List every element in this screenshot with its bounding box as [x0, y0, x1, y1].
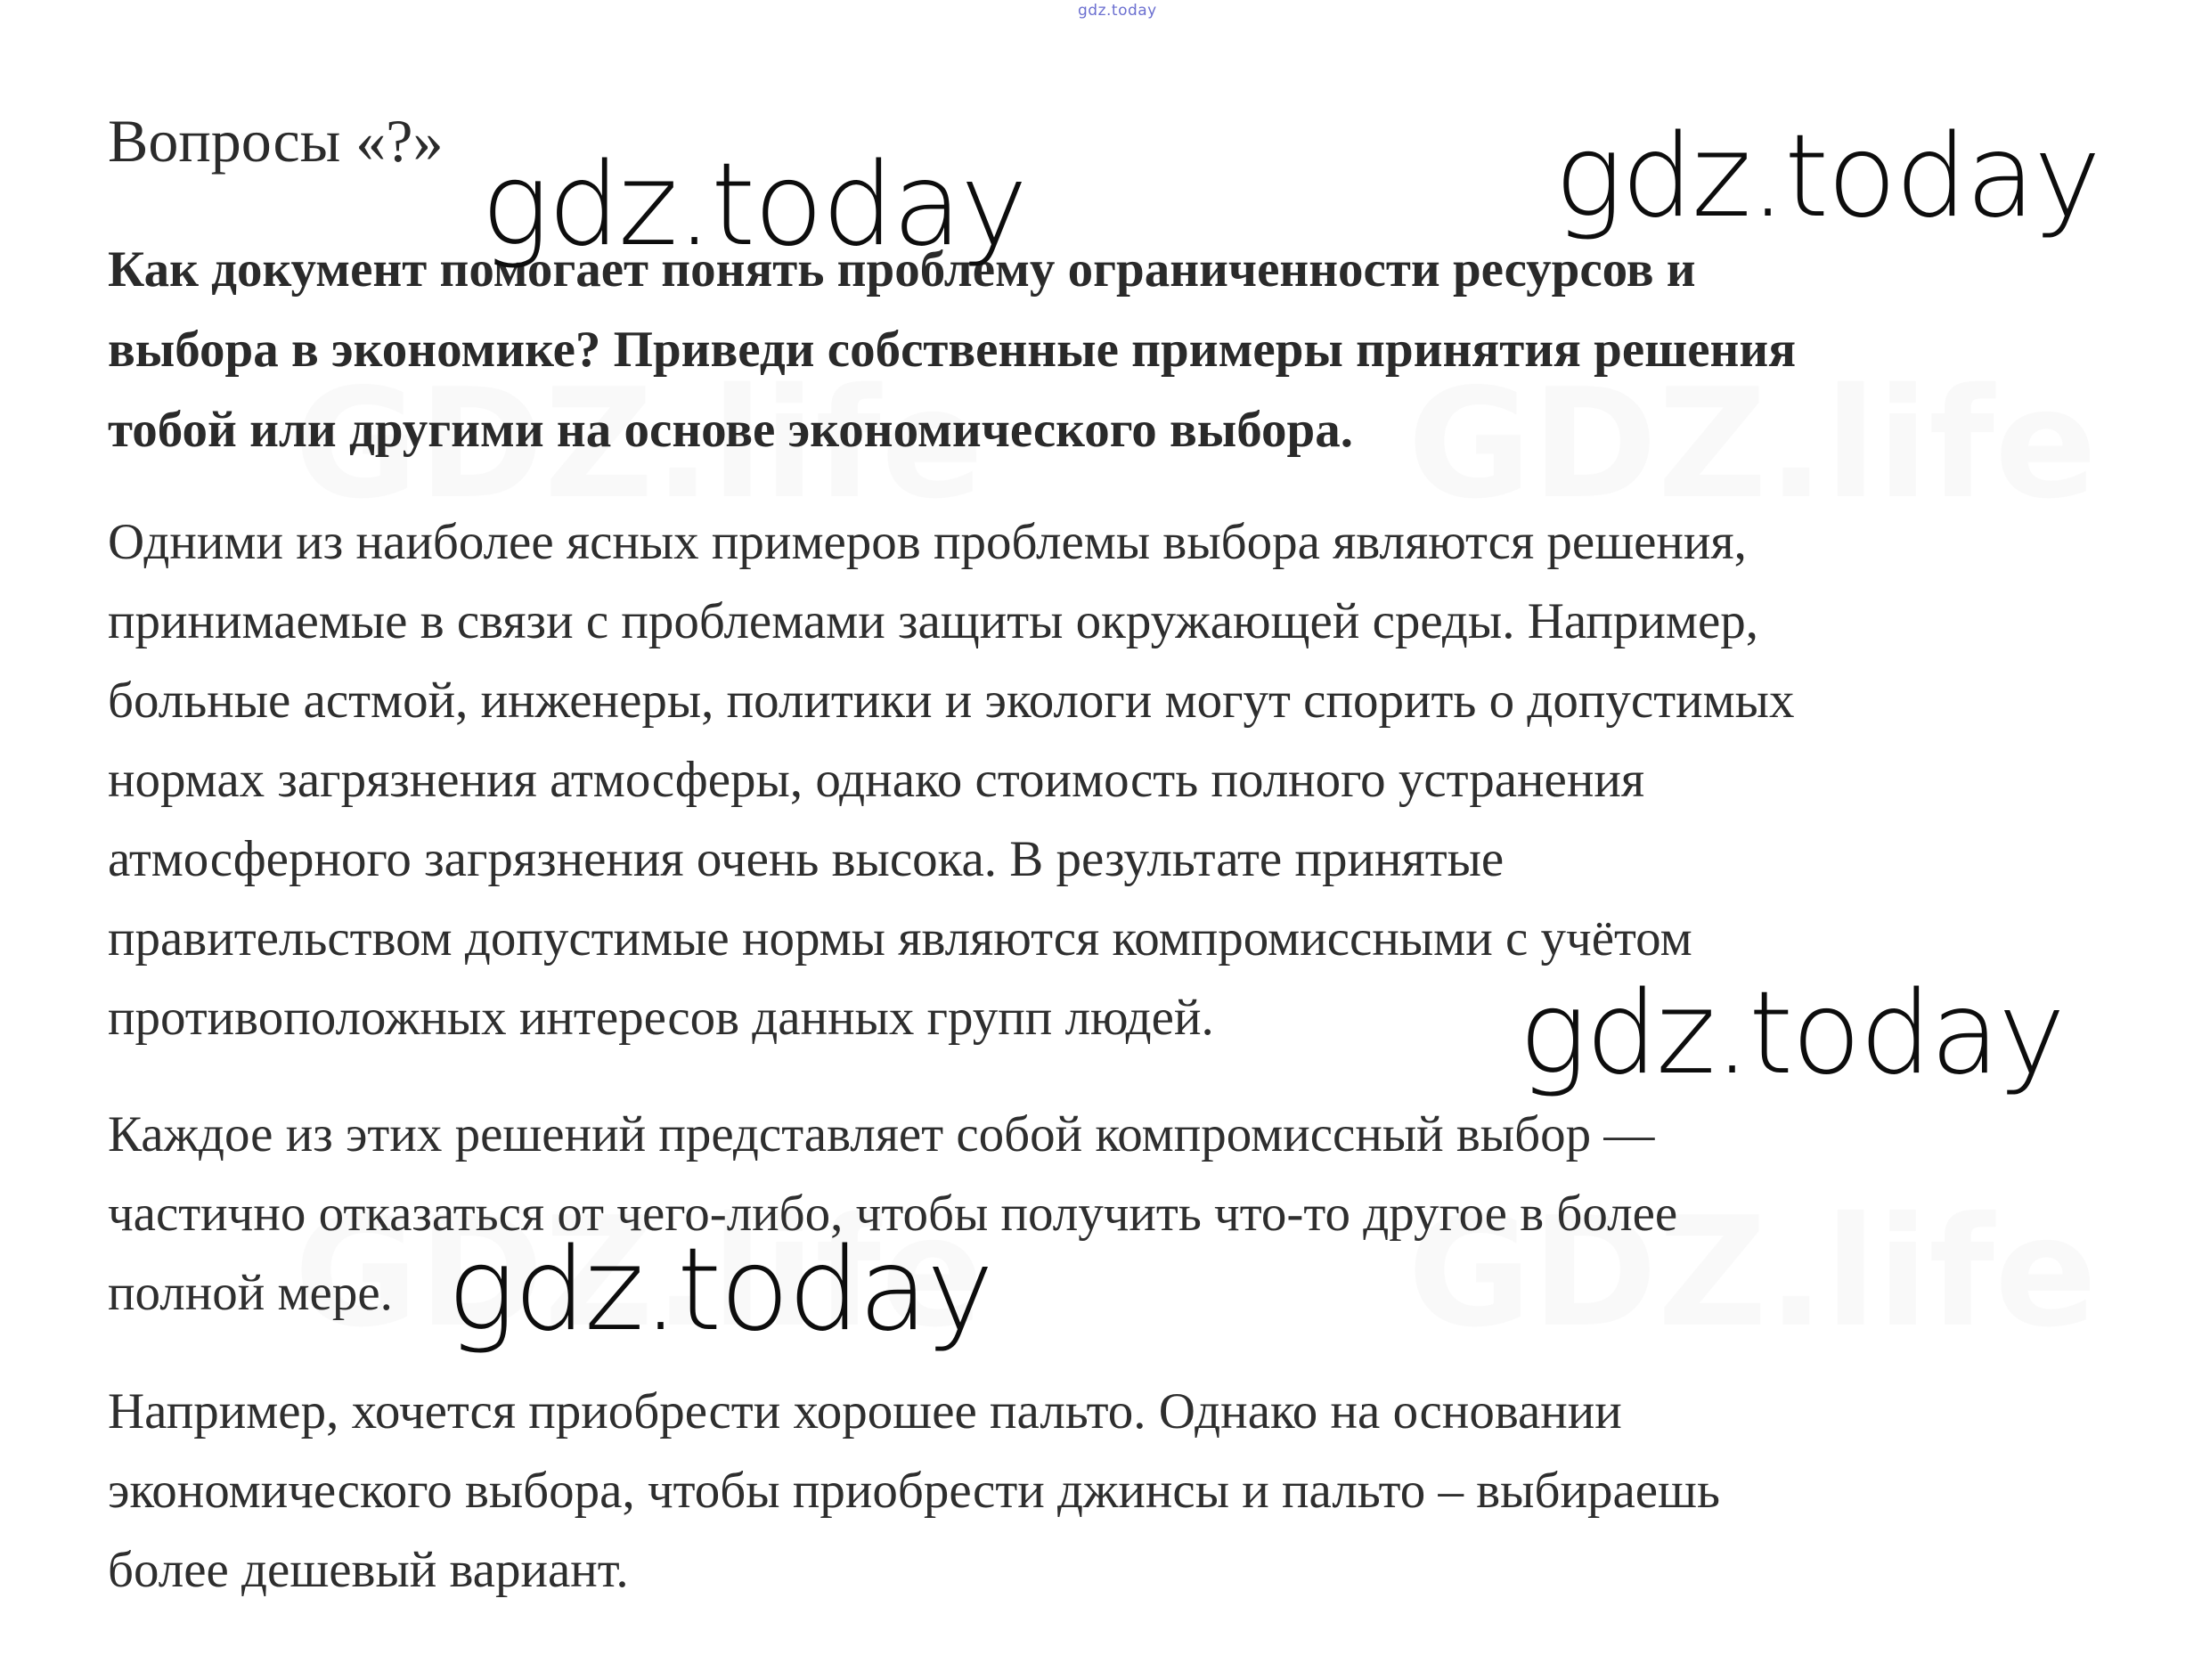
text-line: Например, хочется приобрести хорошее пальто. Однако на основании [108, 1383, 1622, 1439]
text-line: правительством допустимые нормы являются компромиссными с учётом [108, 910, 1692, 966]
watermark: gdz.today [1519, 967, 2064, 1100]
watermark: gdz.today [1554, 110, 2100, 243]
text-line: противоположных интересов данных групп людей. [108, 990, 1214, 1046]
site-mark: gdz.today [1078, 2, 1157, 20]
question-line: тобой или другими на основе экономического выбора. [108, 402, 1353, 458]
text-line: атмосферного загрязнения очень высока. В результате принятые [108, 831, 1505, 887]
text-line: больные астмой, инженеры, политики и экологи могут спорить о допустимых [108, 673, 1795, 729]
text-line: полной мере. [108, 1265, 393, 1321]
watermark: gdz.today [447, 1224, 992, 1357]
watermark: gdz.today [481, 139, 1026, 272]
text-line: более дешевый вариант. [108, 1542, 629, 1598]
answer-paragraph-3 [108, 1372, 2139, 1610]
text-line: частично отказаться от чего-либо, чтобы получить что-то другое в более [108, 1186, 1678, 1242]
question-line: выбора в экономике? Приведи собственные примеры принятия решения [108, 322, 1797, 378]
question-text [108, 230, 2139, 470]
text-line: нормах загрязнения атмосферы, однако стоимость полного устранения [108, 752, 1645, 808]
text-line: Одними из наиболее ясных примеров проблемы выбора являются решения, [108, 514, 1747, 570]
section-title: Вопросы «?» [108, 107, 444, 175]
question-line: Как документ помогает понять проблему ограниченности ресурсов и [108, 241, 1696, 298]
text-line: Каждое из этих решений представляет собой компромиссный выбор — [108, 1106, 1655, 1162]
text-line: экономического выбора, чтобы приобрести джинсы и пальто – выбираешь [108, 1463, 1720, 1519]
text-line: принимаемые в связи с проблемами защиты окружающей среды. Например, [108, 593, 1759, 649]
answer-paragraph-2 [108, 1095, 2139, 1333]
